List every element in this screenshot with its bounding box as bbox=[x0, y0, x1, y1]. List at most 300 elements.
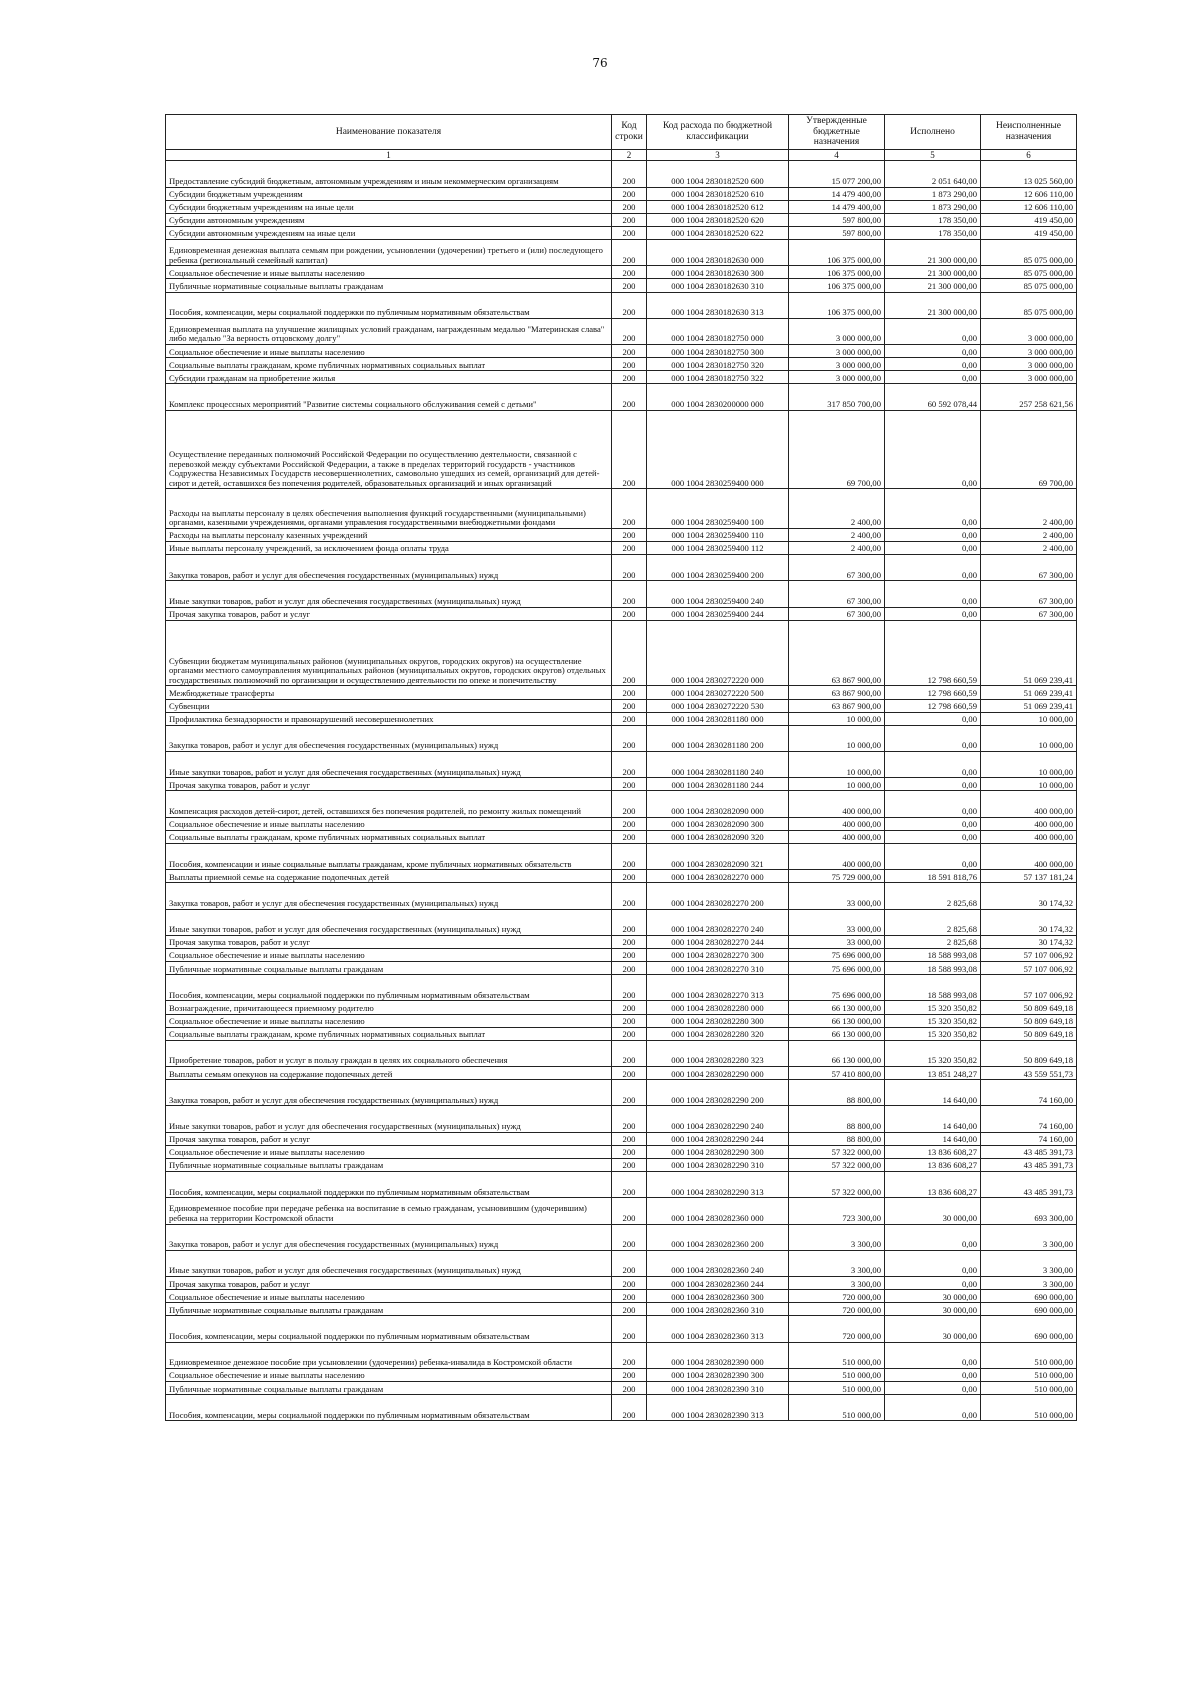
table-row bbox=[166, 1080, 1077, 1106]
row-executed: 0,00 bbox=[885, 712, 981, 725]
table-row bbox=[166, 1040, 1077, 1066]
row-budget-code: 000 1004 2830259400 112 bbox=[647, 541, 789, 554]
row-budget-code: 000 1004 2830282270 240 bbox=[647, 909, 789, 935]
row-unexecuted: 43 559 551,73 bbox=[981, 1067, 1077, 1080]
row-line-code: 200 bbox=[612, 1290, 647, 1303]
row-line-code: 200 bbox=[612, 1224, 647, 1250]
row-name: Межбюджетные трансферты bbox=[166, 686, 612, 699]
row-executed: 0,00 bbox=[885, 489, 981, 528]
table-row bbox=[166, 1172, 1077, 1198]
row-name: Расходы на выплаты персоналу в целях обеспечения выполнения функций государственными (муниципальными) органами, казенными учреждениями, органами управления государственными внебюджетными фондами bbox=[166, 489, 612, 528]
table-row bbox=[166, 1014, 1077, 1027]
table-row bbox=[166, 752, 1077, 778]
row-approved: 67 300,00 bbox=[789, 555, 885, 581]
row-budget-code: 000 1004 2830282390 000 bbox=[647, 1342, 789, 1368]
row-budget-code: 000 1004 2830282280 000 bbox=[647, 1001, 789, 1014]
table-row bbox=[166, 1001, 1077, 1014]
row-budget-code: 000 1004 2830282390 310 bbox=[647, 1382, 789, 1395]
row-budget-code: 000 1004 2830182520 620 bbox=[647, 213, 789, 226]
row-unexecuted: 50 809 649,18 bbox=[981, 1027, 1077, 1040]
row-name: Пособия, компенсации, меры социальной поддержки по публичным нормативным обязательствам bbox=[166, 1172, 612, 1198]
row-name: Субсидии гражданам на приобретение жилья bbox=[166, 371, 612, 384]
row-approved: 75 729 000,00 bbox=[789, 870, 885, 883]
table-row bbox=[166, 962, 1077, 975]
row-name: Субсидии автономным учреждениям bbox=[166, 213, 612, 226]
row-name: Пособия, компенсации и иные социальные выплаты гражданам, кроме публичных нормативных обязательств bbox=[166, 843, 612, 869]
row-name: Компенсация расходов детей-сирот, детей, оставшихся без попечения родителей, по ремонту жилых помещений bbox=[166, 791, 612, 817]
row-budget-code: 000 1004 2830282360 313 bbox=[647, 1316, 789, 1342]
row-line-code: 200 bbox=[612, 1067, 647, 1080]
table-row bbox=[166, 226, 1077, 239]
row-name: Прочая закупка товаров, работ и услуг bbox=[166, 1132, 612, 1145]
row-executed: 0,00 bbox=[885, 541, 981, 554]
row-unexecuted: 257 258 621,56 bbox=[981, 384, 1077, 410]
row-budget-code: 000 1004 2830282090 320 bbox=[647, 830, 789, 843]
row-unexecuted: 51 069 239,41 bbox=[981, 699, 1077, 712]
col-header-budget-code: Код расхода по бюджетной классификации bbox=[647, 115, 789, 150]
row-budget-code: 000 1004 2830182630 000 bbox=[647, 240, 789, 266]
row-name: Социальное обеспечение и иные выплаты населению bbox=[166, 1145, 612, 1158]
table-row bbox=[166, 1224, 1077, 1250]
table-row bbox=[166, 200, 1077, 213]
row-name: Прочая закупка товаров, работ и услуг bbox=[166, 607, 612, 620]
table-row bbox=[166, 1316, 1077, 1342]
row-approved: 106 375 000,00 bbox=[789, 240, 885, 266]
row-line-code: 200 bbox=[612, 1106, 647, 1132]
row-line-code: 200 bbox=[612, 1014, 647, 1027]
table-row bbox=[166, 699, 1077, 712]
row-name: Публичные нормативные социальные выплаты гражданам bbox=[166, 1382, 612, 1395]
row-approved: 88 800,00 bbox=[789, 1132, 885, 1145]
row-budget-code: 000 1004 2830182520 612 bbox=[647, 200, 789, 213]
row-budget-code: 000 1004 2830282360 310 bbox=[647, 1303, 789, 1316]
row-name: Выплаты семьям опекунов на содержание подопечных детей bbox=[166, 1067, 612, 1080]
row-name: Социальное обеспечение и иные выплаты населению bbox=[166, 817, 612, 830]
row-unexecuted: 3 000 000,00 bbox=[981, 371, 1077, 384]
row-executed: 0,00 bbox=[885, 607, 981, 620]
row-unexecuted: 3 000 000,00 bbox=[981, 358, 1077, 371]
row-approved: 75 696 000,00 bbox=[789, 948, 885, 961]
row-executed: 0,00 bbox=[885, 752, 981, 778]
row-budget-code: 000 1004 2830282360 240 bbox=[647, 1250, 789, 1276]
table-row bbox=[166, 240, 1077, 266]
row-line-code: 200 bbox=[612, 883, 647, 909]
row-name: Пособия, компенсации, меры социальной поддержки по публичным нормативным обязательствам bbox=[166, 1316, 612, 1342]
row-name: Пособия, компенсации, меры социальной поддержки по публичным нормативным обязательствам bbox=[166, 1395, 612, 1421]
row-budget-code: 000 1004 2830282280 300 bbox=[647, 1014, 789, 1027]
row-line-code: 200 bbox=[612, 371, 647, 384]
row-name: Иные закупки товаров, работ и услуг для обеспечения государственных (муниципальных) нужд bbox=[166, 1106, 612, 1132]
table-row bbox=[166, 975, 1077, 1001]
col-header-approved: Утвержденные бюджетные назначения bbox=[789, 115, 885, 150]
table-row bbox=[166, 161, 1077, 187]
row-approved: 63 867 900,00 bbox=[789, 620, 885, 686]
row-executed: 15 320 350,82 bbox=[885, 1001, 981, 1014]
row-budget-code: 000 1004 2830282290 000 bbox=[647, 1067, 789, 1080]
page-number: 76 bbox=[592, 56, 608, 70]
row-budget-code: 000 1004 2830272220 500 bbox=[647, 686, 789, 699]
row-line-code: 200 bbox=[612, 187, 647, 200]
row-executed: 0,00 bbox=[885, 725, 981, 751]
row-unexecuted: 419 450,00 bbox=[981, 213, 1077, 226]
table-row bbox=[166, 778, 1077, 791]
row-approved: 15 077 200,00 bbox=[789, 161, 885, 187]
row-line-code: 200 bbox=[612, 1040, 647, 1066]
row-unexecuted: 85 075 000,00 bbox=[981, 240, 1077, 266]
row-unexecuted: 85 075 000,00 bbox=[981, 292, 1077, 318]
table-row bbox=[166, 345, 1077, 358]
row-line-code: 200 bbox=[612, 752, 647, 778]
row-name: Закупка товаров, работ и услуг для обеспечения государственных (муниципальных) нужд bbox=[166, 555, 612, 581]
header-row bbox=[166, 115, 1077, 150]
row-budget-code: 000 1004 2830282090 000 bbox=[647, 791, 789, 817]
row-budget-code: 000 1004 2830282360 200 bbox=[647, 1224, 789, 1250]
row-unexecuted: 30 174,32 bbox=[981, 935, 1077, 948]
row-budget-code: 000 1004 2830282270 300 bbox=[647, 948, 789, 961]
row-executed: 30 000,00 bbox=[885, 1290, 981, 1303]
table-row bbox=[166, 1067, 1077, 1080]
col-number-5: 5 bbox=[885, 150, 981, 161]
row-line-code: 200 bbox=[612, 909, 647, 935]
row-approved: 106 375 000,00 bbox=[789, 292, 885, 318]
row-unexecuted: 510 000,00 bbox=[981, 1382, 1077, 1395]
row-budget-code: 000 1004 2830259400 110 bbox=[647, 528, 789, 541]
row-executed: 21 300 000,00 bbox=[885, 292, 981, 318]
row-name: Субсидии бюджетным учреждениям bbox=[166, 187, 612, 200]
row-executed: 30 000,00 bbox=[885, 1198, 981, 1224]
row-budget-code: 000 1004 2830182520 600 bbox=[647, 161, 789, 187]
row-name: Субвенции bbox=[166, 699, 612, 712]
row-approved: 400 000,00 bbox=[789, 791, 885, 817]
row-unexecuted: 50 809 649,18 bbox=[981, 1040, 1077, 1066]
row-executed: 2 825,68 bbox=[885, 883, 981, 909]
row-line-code: 200 bbox=[612, 699, 647, 712]
row-unexecuted: 30 174,32 bbox=[981, 883, 1077, 909]
row-approved: 66 130 000,00 bbox=[789, 1040, 885, 1066]
row-executed: 0,00 bbox=[885, 1395, 981, 1421]
row-line-code: 200 bbox=[612, 384, 647, 410]
row-budget-code: 000 1004 2830282290 244 bbox=[647, 1132, 789, 1145]
row-approved: 3 000 000,00 bbox=[789, 345, 885, 358]
row-budget-code: 000 1004 2830282360 300 bbox=[647, 1290, 789, 1303]
table-row bbox=[166, 1132, 1077, 1145]
col-number-6: 6 bbox=[981, 150, 1077, 161]
row-approved: 33 000,00 bbox=[789, 909, 885, 935]
row-unexecuted: 74 160,00 bbox=[981, 1080, 1077, 1106]
table-row bbox=[166, 410, 1077, 489]
row-approved: 14 479 400,00 bbox=[789, 187, 885, 200]
row-approved: 597 800,00 bbox=[789, 213, 885, 226]
table-row bbox=[166, 909, 1077, 935]
row-approved: 88 800,00 bbox=[789, 1080, 885, 1106]
table-row bbox=[166, 541, 1077, 554]
row-name: Иные закупки товаров, работ и услуг для обеспечения государственных (муниципальных) нужд bbox=[166, 752, 612, 778]
row-line-code: 200 bbox=[612, 279, 647, 292]
table-row bbox=[166, 1145, 1077, 1158]
table-row bbox=[166, 318, 1077, 344]
row-executed: 0,00 bbox=[885, 555, 981, 581]
row-budget-code: 000 1004 2830282270 000 bbox=[647, 870, 789, 883]
row-name: Профилактика безнадзорности и правонарушений несовершеннолетних bbox=[166, 712, 612, 725]
table-row bbox=[166, 292, 1077, 318]
row-budget-code: 000 1004 2830182750 000 bbox=[647, 318, 789, 344]
row-executed: 13 836 608,27 bbox=[885, 1172, 981, 1198]
row-line-code: 200 bbox=[612, 1382, 647, 1395]
row-budget-code: 000 1004 2830282090 321 bbox=[647, 843, 789, 869]
row-unexecuted: 85 075 000,00 bbox=[981, 266, 1077, 279]
row-approved: 3 000 000,00 bbox=[789, 371, 885, 384]
row-approved: 67 300,00 bbox=[789, 607, 885, 620]
column-number-row bbox=[166, 150, 1077, 161]
row-line-code: 200 bbox=[612, 240, 647, 266]
row-unexecuted: 57 137 181,24 bbox=[981, 870, 1077, 883]
table-row bbox=[166, 371, 1077, 384]
row-approved: 75 696 000,00 bbox=[789, 975, 885, 1001]
row-name: Социальное обеспечение и иные выплаты населению bbox=[166, 266, 612, 279]
row-approved: 720 000,00 bbox=[789, 1316, 885, 1342]
table-row bbox=[166, 830, 1077, 843]
row-line-code: 200 bbox=[612, 1368, 647, 1381]
row-name: Закупка товаров, работ и услуг для обеспечения государственных (муниципальных) нужд bbox=[166, 725, 612, 751]
row-executed: 0,00 bbox=[885, 830, 981, 843]
table-row bbox=[166, 1027, 1077, 1040]
row-executed: 0,00 bbox=[885, 1224, 981, 1250]
row-name: Прочая закупка товаров, работ и услуг bbox=[166, 935, 612, 948]
table-row bbox=[166, 817, 1077, 830]
row-name: Расходы на выплаты персоналу казенных учреждений bbox=[166, 528, 612, 541]
row-unexecuted: 10 000,00 bbox=[981, 752, 1077, 778]
row-line-code: 200 bbox=[612, 200, 647, 213]
row-budget-code: 000 1004 2830182750 300 bbox=[647, 345, 789, 358]
row-unexecuted: 67 300,00 bbox=[981, 607, 1077, 620]
row-name: Единовременное денежное пособие при усыновлении (удочерении) ребенка-инвалида в Костромской области bbox=[166, 1342, 612, 1368]
row-executed: 2 825,68 bbox=[885, 935, 981, 948]
row-budget-code: 000 1004 2830282090 300 bbox=[647, 817, 789, 830]
row-budget-code: 000 1004 2830272220 530 bbox=[647, 699, 789, 712]
row-executed: 18 591 818,76 bbox=[885, 870, 981, 883]
row-name: Предоставление субсидий бюджетным, автономным учреждениям и иным некоммерческим организациям bbox=[166, 161, 612, 187]
table-row bbox=[166, 1158, 1077, 1171]
row-line-code: 200 bbox=[612, 870, 647, 883]
row-executed: 30 000,00 bbox=[885, 1316, 981, 1342]
table-body bbox=[166, 161, 1077, 1421]
row-approved: 14 479 400,00 bbox=[789, 200, 885, 213]
row-executed: 2 825,68 bbox=[885, 909, 981, 935]
row-approved: 66 130 000,00 bbox=[789, 1027, 885, 1040]
row-line-code: 200 bbox=[612, 581, 647, 607]
table-row bbox=[166, 791, 1077, 817]
row-approved: 63 867 900,00 bbox=[789, 699, 885, 712]
row-executed: 0,00 bbox=[885, 1382, 981, 1395]
row-budget-code: 000 1004 2830182520 622 bbox=[647, 226, 789, 239]
table-row bbox=[166, 581, 1077, 607]
table-row bbox=[166, 1277, 1077, 1290]
row-unexecuted: 400 000,00 bbox=[981, 843, 1077, 869]
row-approved: 2 400,00 bbox=[789, 528, 885, 541]
row-line-code: 200 bbox=[612, 213, 647, 226]
col-number-2: 2 bbox=[612, 150, 647, 161]
row-executed: 14 640,00 bbox=[885, 1106, 981, 1132]
row-executed: 0,00 bbox=[885, 1277, 981, 1290]
row-name: Социальное обеспечение и иные выплаты населению bbox=[166, 1290, 612, 1303]
row-unexecuted: 74 160,00 bbox=[981, 1132, 1077, 1145]
row-unexecuted: 12 606 110,00 bbox=[981, 200, 1077, 213]
row-executed: 0,00 bbox=[885, 345, 981, 358]
row-line-code: 200 bbox=[612, 1277, 647, 1290]
row-line-code: 200 bbox=[612, 226, 647, 239]
table-row bbox=[166, 1395, 1077, 1421]
row-unexecuted: 51 069 239,41 bbox=[981, 686, 1077, 699]
budget-execution-table bbox=[165, 114, 1077, 1421]
row-line-code: 200 bbox=[612, 607, 647, 620]
row-approved: 3 000 000,00 bbox=[789, 318, 885, 344]
row-approved: 66 130 000,00 bbox=[789, 1001, 885, 1014]
row-approved: 10 000,00 bbox=[789, 725, 885, 751]
row-unexecuted: 12 606 110,00 bbox=[981, 187, 1077, 200]
row-approved: 2 400,00 bbox=[789, 541, 885, 554]
row-budget-code: 000 1004 2830182630 310 bbox=[647, 279, 789, 292]
row-unexecuted: 2 400,00 bbox=[981, 528, 1077, 541]
row-budget-code: 000 1004 2830259400 244 bbox=[647, 607, 789, 620]
row-budget-code: 000 1004 2830282280 320 bbox=[647, 1027, 789, 1040]
row-unexecuted: 3 300,00 bbox=[981, 1250, 1077, 1276]
row-budget-code: 000 1004 2830259400 100 bbox=[647, 489, 789, 528]
row-line-code: 200 bbox=[612, 1395, 647, 1421]
row-approved: 723 300,00 bbox=[789, 1198, 885, 1224]
row-name: Единовременная выплата на улучшение жилищных условий гражданам, награжденным медалью "Материнская слава" либо медалью "За верность отцовскому долгу" bbox=[166, 318, 612, 344]
row-approved: 3 300,00 bbox=[789, 1224, 885, 1250]
row-unexecuted: 43 485 391,73 bbox=[981, 1172, 1077, 1198]
row-unexecuted: 30 174,32 bbox=[981, 909, 1077, 935]
row-unexecuted: 3 000 000,00 bbox=[981, 345, 1077, 358]
row-unexecuted: 3 300,00 bbox=[981, 1277, 1077, 1290]
row-name: Закупка товаров, работ и услуг для обеспечения государственных (муниципальных) нужд bbox=[166, 1224, 612, 1250]
row-budget-code: 000 1004 2830259400 240 bbox=[647, 581, 789, 607]
table-row bbox=[166, 1382, 1077, 1395]
row-line-code: 200 bbox=[612, 266, 647, 279]
col-header-line-code: Код строки bbox=[612, 115, 647, 150]
row-name: Комплекс процессных мероприятий "Развитие системы социального обслуживания семей с детьми" bbox=[166, 384, 612, 410]
row-name: Вознаграждение, причитающееся приемному родителю bbox=[166, 1001, 612, 1014]
row-executed: 18 588 993,08 bbox=[885, 948, 981, 961]
row-budget-code: 000 1004 2830282280 323 bbox=[647, 1040, 789, 1066]
row-unexecuted: 67 300,00 bbox=[981, 555, 1077, 581]
row-executed: 21 300 000,00 bbox=[885, 240, 981, 266]
row-budget-code: 000 1004 2830182750 320 bbox=[647, 358, 789, 371]
row-line-code: 200 bbox=[612, 1303, 647, 1316]
row-line-code: 200 bbox=[612, 725, 647, 751]
row-budget-code: 000 1004 2830200000 000 bbox=[647, 384, 789, 410]
table-row bbox=[166, 725, 1077, 751]
row-budget-code: 000 1004 2830281180 000 bbox=[647, 712, 789, 725]
row-executed: 13 836 608,27 bbox=[885, 1158, 981, 1171]
row-executed: 12 798 660,59 bbox=[885, 620, 981, 686]
row-unexecuted: 43 485 391,73 bbox=[981, 1158, 1077, 1171]
row-line-code: 200 bbox=[612, 962, 647, 975]
row-approved: 400 000,00 bbox=[789, 817, 885, 830]
row-budget-code: 000 1004 2830282290 310 bbox=[647, 1158, 789, 1171]
row-approved: 400 000,00 bbox=[789, 843, 885, 869]
row-approved: 2 400,00 bbox=[789, 489, 885, 528]
row-unexecuted: 3 000 000,00 bbox=[981, 318, 1077, 344]
row-executed: 0,00 bbox=[885, 581, 981, 607]
row-executed: 21 300 000,00 bbox=[885, 266, 981, 279]
row-name: Прочая закупка товаров, работ и услуг bbox=[166, 1277, 612, 1290]
row-line-code: 200 bbox=[612, 686, 647, 699]
row-executed: 2 051 640,00 bbox=[885, 161, 981, 187]
row-unexecuted: 57 107 006,92 bbox=[981, 962, 1077, 975]
row-approved: 597 800,00 bbox=[789, 226, 885, 239]
row-approved: 57 322 000,00 bbox=[789, 1158, 885, 1171]
row-approved: 57 322 000,00 bbox=[789, 1145, 885, 1158]
table-row bbox=[166, 870, 1077, 883]
row-unexecuted: 690 000,00 bbox=[981, 1303, 1077, 1316]
row-executed: 0,00 bbox=[885, 1250, 981, 1276]
table-row bbox=[166, 843, 1077, 869]
table-row bbox=[166, 883, 1077, 909]
row-unexecuted: 51 069 239,41 bbox=[981, 620, 1077, 686]
row-executed: 0,00 bbox=[885, 778, 981, 791]
row-budget-code: 000 1004 2830182750 322 bbox=[647, 371, 789, 384]
row-executed: 0,00 bbox=[885, 371, 981, 384]
row-name: Прочая закупка товаров, работ и услуг bbox=[166, 778, 612, 791]
row-executed: 1 873 290,00 bbox=[885, 187, 981, 200]
row-line-code: 200 bbox=[612, 358, 647, 371]
row-approved: 510 000,00 bbox=[789, 1368, 885, 1381]
row-name: Иные закупки товаров, работ и услуг для обеспечения государственных (муниципальных) нужд bbox=[166, 1250, 612, 1276]
row-line-code: 200 bbox=[612, 1158, 647, 1171]
row-unexecuted: 67 300,00 bbox=[981, 581, 1077, 607]
col-number-1: 1 bbox=[166, 150, 612, 161]
row-unexecuted: 690 000,00 bbox=[981, 1290, 1077, 1303]
row-approved: 510 000,00 bbox=[789, 1395, 885, 1421]
row-budget-code: 000 1004 2830281180 240 bbox=[647, 752, 789, 778]
col-number-3: 3 bbox=[647, 150, 789, 161]
row-approved: 10 000,00 bbox=[789, 778, 885, 791]
row-approved: 720 000,00 bbox=[789, 1290, 885, 1303]
row-budget-code: 000 1004 2830272220 000 bbox=[647, 620, 789, 686]
row-executed: 0,00 bbox=[885, 410, 981, 489]
row-line-code: 200 bbox=[612, 1342, 647, 1368]
table-row bbox=[166, 948, 1077, 961]
row-name: Закупка товаров, работ и услуг для обеспечения государственных (муниципальных) нужд bbox=[166, 883, 612, 909]
row-executed: 0,00 bbox=[885, 1342, 981, 1368]
row-executed: 14 640,00 bbox=[885, 1132, 981, 1145]
table-row bbox=[166, 279, 1077, 292]
row-line-code: 200 bbox=[612, 318, 647, 344]
table-row bbox=[166, 1342, 1077, 1368]
row-budget-code: 000 1004 2830282360 000 bbox=[647, 1198, 789, 1224]
row-executed: 0,00 bbox=[885, 1368, 981, 1381]
row-name: Иные закупки товаров, работ и услуг для обеспечения государственных (муниципальных) нужд bbox=[166, 909, 612, 935]
row-approved: 33 000,00 bbox=[789, 935, 885, 948]
row-line-code: 200 bbox=[612, 1001, 647, 1014]
row-executed: 18 588 993,08 bbox=[885, 962, 981, 975]
row-executed: 0,00 bbox=[885, 843, 981, 869]
row-approved: 33 000,00 bbox=[789, 883, 885, 909]
row-line-code: 200 bbox=[612, 410, 647, 489]
row-budget-code: 000 1004 2830182630 313 bbox=[647, 292, 789, 318]
row-unexecuted: 400 000,00 bbox=[981, 791, 1077, 817]
row-line-code: 200 bbox=[612, 620, 647, 686]
table-row bbox=[166, 1303, 1077, 1316]
row-name: Пособия, компенсации, меры социальной поддержки по публичным нормативным обязательствам bbox=[166, 975, 612, 1001]
row-line-code: 200 bbox=[612, 817, 647, 830]
row-unexecuted: 50 809 649,18 bbox=[981, 1001, 1077, 1014]
row-name: Пособия, компенсации, меры социальной поддержки по публичным нормативным обязательствам bbox=[166, 292, 612, 318]
row-budget-code: 000 1004 2830282290 313 bbox=[647, 1172, 789, 1198]
row-line-code: 200 bbox=[612, 1080, 647, 1106]
